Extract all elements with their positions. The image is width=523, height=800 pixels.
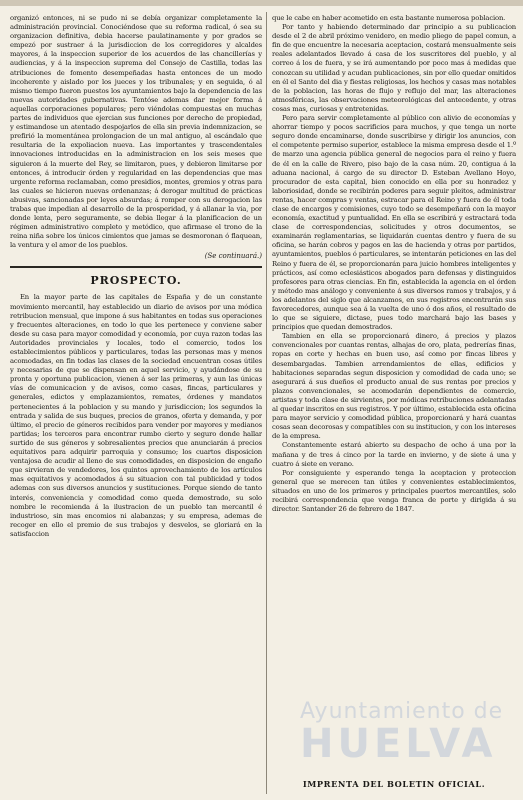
column-divider <box>266 12 267 794</box>
watermark-line-2: HUELVA <box>300 721 497 767</box>
right-column <box>272 14 516 792</box>
prospectus-paragraph-publication: Por tanto y habiendo determinado dar principio a su publicacion desde el 2 de abril próximo venidero, en medio pliego de papel comun, a fin de que encuentre la necesaria aceptacion, costará mensualmente seis reales adelantados llevado á casa de los suscritores del pueblo, y al correo á los de fuera, y se irá aumentando por poco mas á medidas que conozcan su utilidad y acudan publicaciones, sin por ello quedar omitidos en él el Santo del dia y fiestas religiosas, los hechos y casas mas notables de la poblacion, las horas de flujo y reflujo del mar, las alteraciones atmosféricas, las observaciones meteorológicas del antecedente, y otras cosas mas, curiosas y entretenidas. <box>272 23 516 113</box>
continuation-mark: (Se continuará.) <box>204 252 262 261</box>
watermark-line-1: Ayuntamiento de <box>300 699 504 724</box>
prospectus-paragraph-services: Tambien en ella se proporcionará dinero, á precios y plazos convencionales por cuantas rentas, alhajas de oro, plata, pedrerías finas, ropas en corte y hechas en buen uso, así como por fincas libres y desembargadas. Tambien arrendamientos de ellas, edificios y habitaciones separadas segun disposicion y comodidad de cada uno; se asegurará á sus dueños el producto anual de sus rentas por precios y plazos convencionales, se acomodarán dependientes de comercio, artistas y toda clase de sirvientes, por módicas retribuciones adelantadas al quedar inscritos en sus registros. Y por último, establecida esta oficina para mayor servicio y comodidad pública, proporcionará y hará cuantas cosas sean decorosas y compatibles con su institucion, y con los intereses de la empresa. <box>272 332 516 441</box>
prospectus-paragraph-closing: Por consiguiente y esperando tenga la aceptacion y proteccion general que se merecen tan útiles y convenientes establecimientos, situados en uno de los primeros y principales puertos mercantiles, solo recibirá correspondencia que venga franca de porte y dirigida á su director. Santander 26 de febrero de 1847. <box>272 468 516 514</box>
prospectus-paragraph-hours: Constantemente estará abierto su despacho de ocho á una por la mañana y de tres á cinco por la tarde en invierno, y de siete á una y cuatro á siete en verano. <box>272 441 516 468</box>
administration-article-text: organizó entonces, ni se pudo ni se debía organizar completamente la administración provincial. Conociéndose que su reforma radical, ó sea su organizacion definitiva, debia hacerse paulatinamente y por grados se empezó por sustraer á la jurisdiccion de los corregidores y alcaldes mayores, á la inspeccion superior de los acuerdos de las chancillerías y audiencias, y á la inspeccion suprema del Consejo de Castilla, todas las atribuciones de fomento desempeñadas hasta entonces de un modo incoherente y aislado por los jueces y los tribunales; y en seguida, ó al mismo tiempo fueron puestos los ayuntamientos bajo la dependencia de las nuevas autoridades gubernativas. Tentóse ademas dar mejor forma á aquellas corporaciones populares; pero viéndolas compuestas en muchas partes de individuos que ejercian sus funciones por derecho de propiedad, y estimandose un atentado despojarlos de ella sin previa indemnizacion, se prefirió la momentánea prolongacion de un mal antiguo, al escándalo que resultaria de la expoliacion nueva. Las importantes y trascendentales innovaciones introducidas en la administracion en los seis meses que siguieron á la muerte del Rey, se limitaron, pues, y debieron limitarse por entonces, á introducir órden y regularidad en las dependencias que mas urgente reforma reclamaban, como presidios, montes, gremios y otras para las cuales se hicieron nuevas ordenanzas; á derogar multitud de prácticas abusivas, sancionadas por leyes absurdas; á romper con su derogacion las trabas que impedian al desarrollo de la prosperidad, y á allanar la via, por donde lenta, pero seguramente, se debia llegar á la planificacion de un régimen administrativo completo y metódico, que afirmase el trono de la reina niña sobre los únicos cimientos que jamas se desmoronan ó flaquean, la ventura y el amor de los pueblos. <box>10 14 262 250</box>
prospectus-text: En la mayor parte de las capitales de España y de un constante movimiento mercantil, hay establecido un diario de avisos por una módica retribucion mensual, que impone á sus habitantes en todas sus operaciones y frecuentes alteraciones, en todo lo que les pertenece y conviene saber desde su casa para mayor comodidad y economía, por cuya razon todas las Autoridades provinciales y locales, todo el comercio, todos los establecimientos públicos y particulares, todas las personas mas y menos acomodadas, en fin todas las clases de la sociedad encuentran cosas útiles y necesarias de que se dispensan en aquel servicio, y ayudándose de su pronta y oportuna publicacion, vienen á ser las primeras, y aun las únicas vías de comunicacion y de avisos, como casas, fincas, particulares y generales, edictos y emplazamientos, remates, órdenes y mandatos pertenecientes á la poblacion y su mando y jurisdiccion; los segundos la entrada y salida de sus buques, precios de granos, oferta y demanda, y por último, el precio de géneros recibidos para vender por mayores y medianos partidas; los terceros para encontrar rumbo cierto y seguro donde hallar surtido de sus géneros y sobresalientes precios que anunciarán á precios equitativos para adquirir parroquia y consumo; los cuartos disposicion ventajosa de acudir al lleno de sus comodidades, en disposicion de engaño que sirvieran de vendedores, los quintos aprovechamiento de los artículos mas equitativos y acomodados á su situacion con tal publicidad y todos ademas con sus diversos anuncios y sustituciones. Porque siendo de tanto interés, conveniencia y comodidad como queda demostrado, su solo nombre le recomienda á la ilustracion de un pueblo tan mercantil é industrioso, sin mas encomios ni alabanzas; y su empresa, ademas de recoger en ello el premio de sus trabajos y desvelos, se gloriará en la satisfaccion <box>10 293 262 538</box>
prospectus-paragraph-agency: Pero para servir completamente al público con alivio de economías y ahorrar tiempo y pocos sacrificios para muchos, y que tenga un norte seguro donde encaminarse, donde suscribirse y dirigir los anuncios, con el competente permiso superior, establece la misma empresa desde el 1.º de marzo una agencia pública general de negocios para el reino y fuera de él en la calle de Rivero, piso bajo de la casa núm. 20, contigua á la aduana nacional, á cargo de su director D. Esteban Avellano Hoyo, procurador de esta capital, bien conocido en ella por su honradez y laboriosidad, donde se recibirán poderes para seguir pleitos, administrar rentas, hacer compras y ventas, estracar para el Reino y fuera de él toda clase de encargos y comisiones, cuyo todo se desempeñará con la mayor economía, exactitud y puntualidad. En ella se escribirá y estractará toda clase de correspondencias, solicitudes y otros documentos, se examinarán reglamentarias, se liquidarán cuentas dentro y fuera de su oficina, se harán cobros y pagos en las de hacienda y otras por partidos, ayuntamientos, pueblos ó particulares, se intentarán peticiones en las del Reino y fuera de él, se proporcionarán para juicio hombres inteligentes y prácticos, así como eclesiásticos abogados para defensas y distinguidos profesores para otras ciencias. En fin, establecida la agencia en el órden y método mas análogo y conveniente á sus diversos ramos y trabajos, y á los adelantos del siglo que alcanzamos, en sus registros encontrarán sus favorecedores, aunque sea á la vuelta de uno ó dos años, el resultado de lo que se siguiere, dictase, pues todo marchará bajo las bases y principios que quedan demostrados. <box>272 114 516 332</box>
left-column <box>10 14 262 792</box>
imprint-line: IMPRENTA DEL BOLETIN OFICIAL. <box>302 779 486 789</box>
prospectus-continuation: que le cabe en haber acometido en esta bastante numerosa poblacion. <box>272 14 506 22</box>
top-edge <box>0 0 523 6</box>
section-divider <box>10 266 262 268</box>
prospectus-title: PROSPECTO. <box>90 274 182 288</box>
